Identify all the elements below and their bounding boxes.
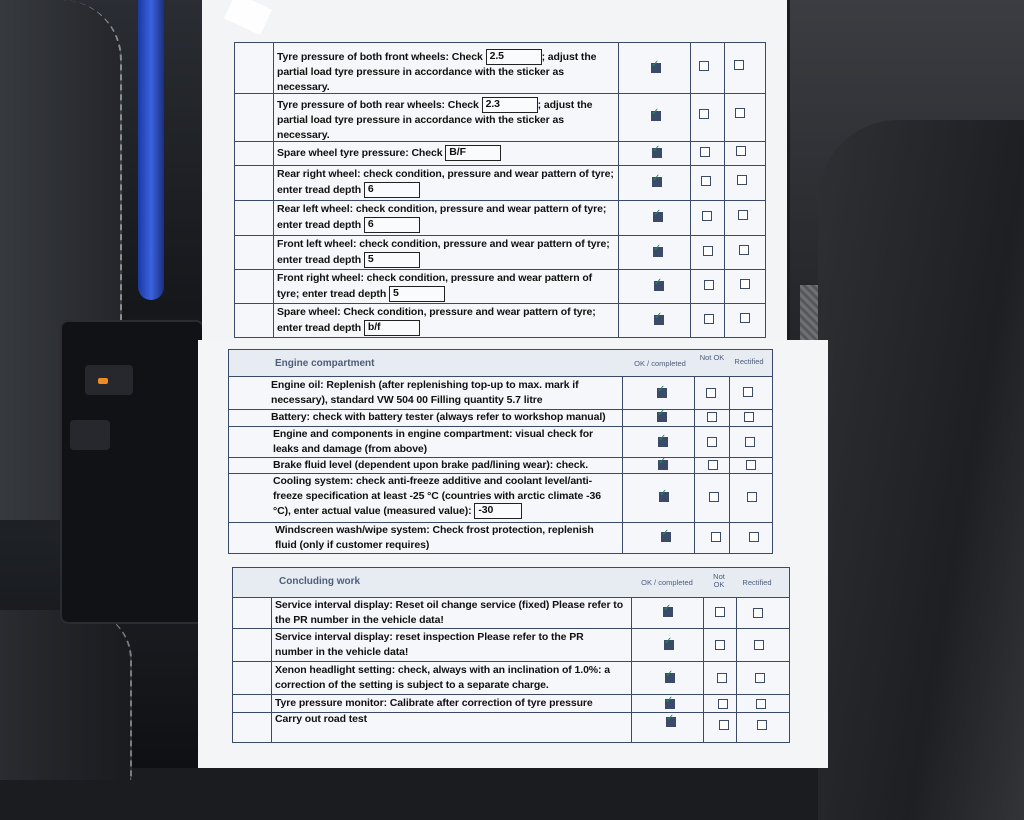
- table-row: [233, 712, 789, 742]
- ok-checkbox[interactable]: [657, 412, 667, 422]
- row-text: ; adjust the partial load tyre pressure in accordance with the sticker as necessary.: [277, 50, 597, 93]
- not-ok-checkbox[interactable]: [708, 460, 718, 470]
- ok-checkbox[interactable]: [658, 460, 668, 470]
- not-ok-checkbox[interactable]: [702, 211, 712, 221]
- rectified-checkbox[interactable]: [735, 108, 745, 118]
- rectified-checkbox[interactable]: [734, 60, 744, 70]
- row-text: Front right wheel: check condition, pressure and wear pattern of tyre; enter tread depth: [277, 272, 593, 300]
- row-text: Service interval display: reset inspection Please refer to the PR number in the vehicle data!: [275, 631, 584, 658]
- rectified-checkbox[interactable]: [740, 313, 750, 323]
- section-title: Concluding work: [279, 576, 361, 587]
- row-text: Service interval display: Reset oil change service (fixed) Please refer to the PR number in the vehicle data!: [275, 599, 624, 626]
- table-row: [235, 235, 765, 270]
- passenger-leg: [818, 120, 1024, 820]
- table-row: [235, 141, 765, 166]
- row-text: Rear left wheel: check condition, pressure and wear pattern of tyre; enter tread depth: [277, 203, 607, 231]
- tyre-checks-table: [234, 42, 766, 338]
- rectified-checkbox[interactable]: [753, 608, 763, 618]
- not-ok-checkbox[interactable]: [704, 314, 714, 324]
- ok-checkbox[interactable]: [653, 212, 663, 222]
- row-text: Battery: check with battery tester (always refer to workshop manual): [271, 411, 606, 423]
- rectified-checkbox[interactable]: [754, 640, 764, 650]
- front-left-tread-field[interactable]: 5: [364, 252, 420, 268]
- table-row: [233, 661, 789, 695]
- not-ok-checkbox[interactable]: [709, 492, 719, 502]
- not-ok-checkbox[interactable]: [717, 673, 727, 683]
- ok-checkbox[interactable]: [654, 281, 664, 291]
- row-text: Tyre pressure of both front wheels: Check: [277, 50, 483, 63]
- rectified-checkbox[interactable]: [747, 492, 757, 502]
- rectified-checkbox[interactable]: [749, 532, 759, 542]
- front-pressure-field[interactable]: 2.5: [486, 49, 542, 65]
- table-row: [229, 426, 772, 458]
- row-text: Spare wheel tyre pressure: Check: [277, 146, 443, 159]
- ok-checkbox[interactable]: [652, 177, 662, 187]
- rectified-checkbox[interactable]: [739, 245, 749, 255]
- row-text: Engine oil: Replenish (after replenishing top-up to max. mark if necessary), standard VW 504 00 Filling quantity 5.7 litre: [271, 379, 579, 406]
- table-row: [235, 200, 765, 236]
- column-header-rectified: Rectified: [742, 578, 772, 587]
- ok-checkbox[interactable]: [665, 673, 675, 683]
- blue-trim-panel: [138, 0, 164, 300]
- coolant-measured-field[interactable]: -30: [474, 503, 522, 519]
- rectified-checkbox[interactable]: [736, 146, 746, 156]
- column-header-ok: OK / completed: [634, 359, 686, 368]
- rectified-checkbox[interactable]: [744, 412, 754, 422]
- ok-checkbox[interactable]: [659, 492, 669, 502]
- ok-checkbox[interactable]: [661, 532, 671, 542]
- not-ok-checkbox[interactable]: [699, 109, 709, 119]
- not-ok-checkbox[interactable]: [715, 640, 725, 650]
- table-row: [235, 303, 765, 337]
- row-text: Front left wheel: check condition, pressure and wear pattern of tyre; enter tread depth: [277, 238, 610, 266]
- rear-right-tread-field[interactable]: 6: [364, 182, 420, 198]
- table-row: [229, 457, 772, 474]
- row-text: Rear right wheel: check condition, pressure and wear pattern of tyre; enter tread depth: [277, 168, 614, 196]
- rectified-checkbox[interactable]: [737, 175, 747, 185]
- row-text: ; adjust the partial load tyre pressure in accordance with the sticker as necessary.: [277, 98, 593, 141]
- not-ok-checkbox[interactable]: [706, 388, 716, 398]
- column-header-ok: OK / completed: [641, 578, 693, 587]
- column-header-not-ok: Not OK: [713, 572, 725, 589]
- row-text: Cooling system: check anti-freeze additive and coolant level/anti-freeze specification at least -25 °C (countries with arctic climate -36 °C), enter actual value (measured value):: [273, 475, 601, 517]
- not-ok-checkbox[interactable]: [700, 147, 710, 157]
- table-row: [235, 43, 765, 94]
- spare-tread-field[interactable]: b/f: [364, 320, 420, 336]
- rectified-checkbox[interactable]: [743, 387, 753, 397]
- table-row: [229, 522, 772, 553]
- table-row: [235, 165, 765, 201]
- ok-checkbox[interactable]: [657, 388, 667, 398]
- not-ok-checkbox[interactable]: [718, 699, 728, 709]
- row-text: Xenon headlight setting: check, always with an inclination of 1.0%: a correction of the setting is subject to a separate charge.: [275, 664, 610, 691]
- table-row: [233, 694, 789, 713]
- engine-compartment-table: [228, 349, 773, 554]
- rectified-checkbox[interactable]: [756, 699, 766, 709]
- concluding-work-table: [232, 567, 790, 743]
- ok-checkbox[interactable]: [654, 315, 664, 325]
- section-title: Engine compartment: [275, 358, 375, 369]
- ok-checkbox[interactable]: [664, 640, 674, 650]
- not-ok-checkbox[interactable]: [704, 280, 714, 290]
- row-text: Spare wheel: Check condition, pressure and wear pattern of tyre; enter tread depth: [277, 306, 596, 334]
- row-text: Engine and components in engine compartment: visual check for leaks and damage (from above): [273, 428, 594, 455]
- row-text: Tyre pressure of both rear wheels: Check: [277, 98, 479, 111]
- table-row: [229, 473, 772, 523]
- not-ok-checkbox[interactable]: [699, 61, 709, 71]
- not-ok-checkbox[interactable]: [707, 437, 717, 447]
- rear-left-tread-field[interactable]: 6: [364, 217, 420, 233]
- column-header-not-ok: Not OK: [699, 353, 725, 362]
- rectified-checkbox[interactable]: [755, 673, 765, 683]
- row-text: Windscreen wash/wipe system: Check frost protection, replenish fluid (only if customer requires): [275, 524, 594, 551]
- table-row: [233, 628, 789, 662]
- ok-checkbox[interactable]: [665, 699, 675, 709]
- front-right-tread-field[interactable]: 5: [389, 286, 445, 302]
- ok-checkbox[interactable]: [652, 148, 662, 158]
- driver-seat-cushion: [0, 610, 132, 780]
- rectified-checkbox[interactable]: [746, 460, 756, 470]
- rear-pressure-field[interactable]: 2.3: [482, 97, 538, 113]
- ok-checkbox[interactable]: [651, 63, 661, 73]
- spare-pressure-field[interactable]: B/F: [445, 145, 501, 161]
- rectified-checkbox[interactable]: [745, 437, 755, 447]
- row-text: Brake fluid level (dependent upon brake pad/lining wear): check.: [273, 459, 589, 471]
- rectified-checkbox[interactable]: [757, 720, 767, 730]
- not-ok-checkbox[interactable]: [711, 532, 721, 542]
- ok-checkbox[interactable]: [653, 247, 663, 257]
- not-ok-checkbox[interactable]: [719, 720, 729, 730]
- rectified-checkbox[interactable]: [740, 279, 750, 289]
- rectified-checkbox[interactable]: [738, 210, 748, 220]
- ok-checkbox[interactable]: [651, 111, 661, 121]
- ok-checkbox[interactable]: [666, 717, 676, 727]
- row-text: Tyre pressure monitor: Calibrate after correction of tyre pressure: [275, 697, 593, 709]
- not-ok-checkbox[interactable]: [703, 246, 713, 256]
- table-row: [233, 597, 789, 629]
- console-button: [70, 420, 110, 450]
- table-row: [229, 376, 772, 410]
- table-row: [229, 409, 772, 427]
- ok-checkbox[interactable]: [658, 437, 668, 447]
- table-row: [235, 269, 765, 304]
- table-row: [235, 93, 765, 142]
- not-ok-checkbox[interactable]: [701, 176, 711, 186]
- console-button: [85, 365, 133, 395]
- not-ok-checkbox[interactable]: [707, 412, 717, 422]
- ok-checkbox[interactable]: [663, 607, 673, 617]
- console-indicator-light: [98, 378, 108, 384]
- row-text: Carry out road test: [275, 713, 368, 725]
- column-header-rectified: Rectified: [734, 357, 764, 366]
- not-ok-checkbox[interactable]: [715, 607, 725, 617]
